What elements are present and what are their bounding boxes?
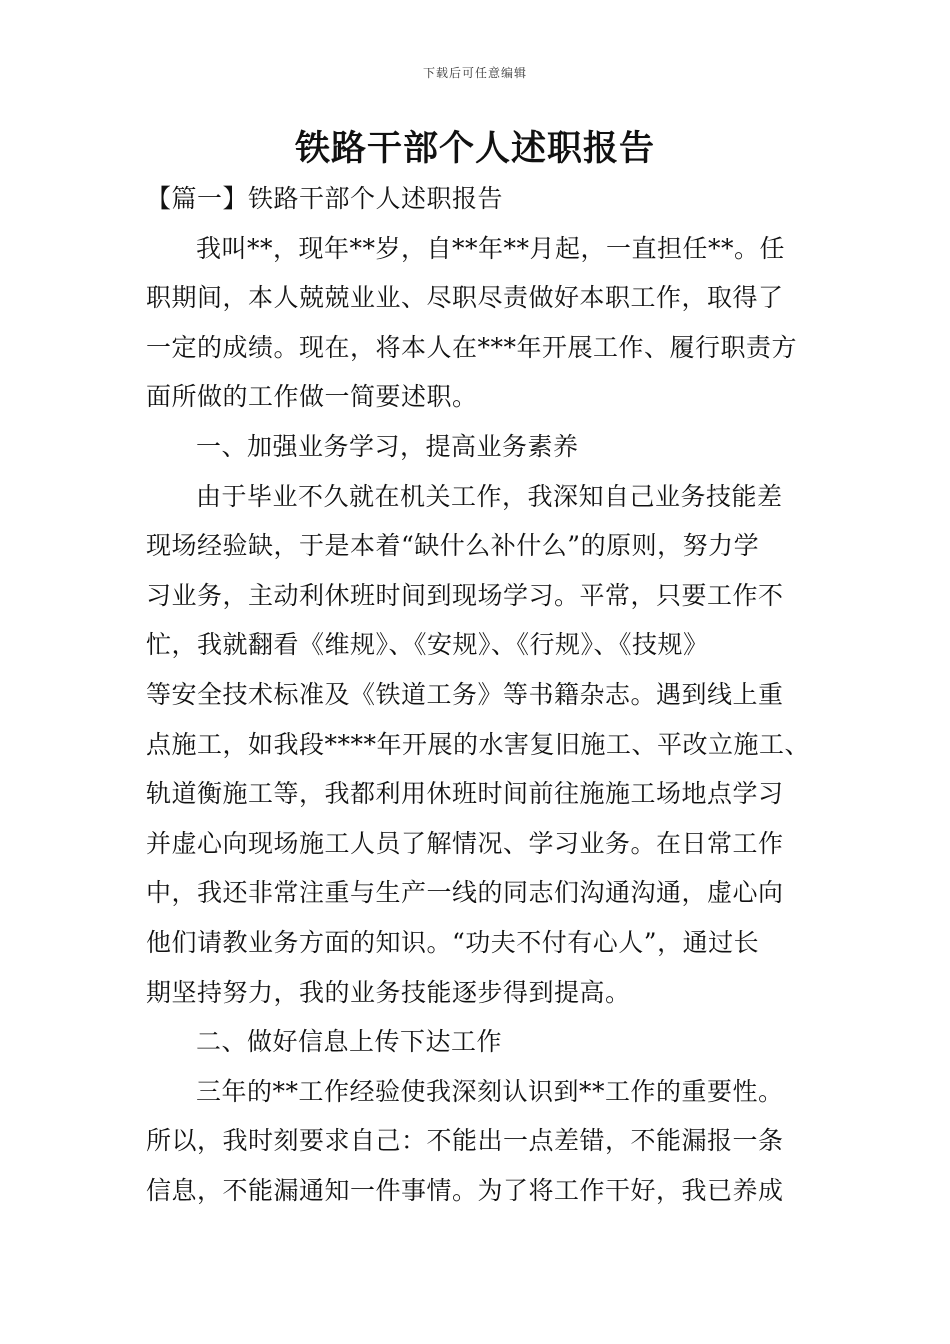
text-line: 忙，我就翻看《维规》、《安规》、《行规》、《技规》: [146, 630, 709, 660]
text-line: 中，我还非常注重与生产一线的同志们沟通沟通，虚心向: [146, 878, 784, 908]
text-line: 职期间，本人兢兢业业、尽职尽责做好本职工作，取得了: [146, 283, 784, 313]
text-line: 点施工，如我段****年开展的水害复旧施工、平改立施工、: [146, 729, 811, 759]
text-line: 习业务，主动利休班时间到现场学习。平常，只要工作不: [146, 580, 784, 610]
document-title: 铁路干部个人述职报告: [294, 129, 655, 169]
text-line: 现场经验缺，于是本着“缺什么补什么”的原则，努力学: [146, 531, 760, 561]
text-line: 所以，我时刻要求自己：不能出一点差错，不能漏报一条: [146, 1126, 784, 1156]
text-line: 三年的**工作经验使我深刻认识到**工作的重要性。: [196, 1076, 784, 1106]
text-line: 二、做好信息上传下达工作: [196, 1027, 503, 1057]
text-line: 轨道衡施工等，我都利用休班时间前往施施工场地点学习: [146, 779, 784, 809]
text-line: 并虚心向现场施工人员了解情况、学习业务。在日常工作: [146, 828, 784, 858]
page-header-note: 下载后可任意编辑: [422, 66, 527, 80]
text-line: 他们请教业务方面的知识。“功夫不付有心人”，通过长: [146, 927, 760, 957]
text-line: 信息，不能漏通知一件事情。为了将工作干好，我已养成: [146, 1175, 784, 1205]
text-line: 面所做的工作做一简要述职。: [146, 382, 478, 412]
text-line: 我叫**，现年**岁，自**年**月起，一直担任**。任: [196, 233, 786, 263]
text-line: 等安全技术标准及《铁道工务》等书籍杂志。遇到线上重: [146, 679, 784, 709]
text-line: 由于毕业不久就在机关工作，我深知自己业务技能差: [196, 481, 783, 511]
document-body: [146, 174, 811, 1215]
text-line: 期坚持努力，我的业务技能逐步得到提高。: [146, 977, 631, 1007]
text-line: 一定的成绩。现在，将本人在***年开展工作、履行职责方: [146, 332, 798, 362]
text-line: 一、加强业务学习，提高业务素养: [196, 431, 579, 461]
text-line: 【篇一】铁路干部个人述职报告: [146, 184, 504, 213]
